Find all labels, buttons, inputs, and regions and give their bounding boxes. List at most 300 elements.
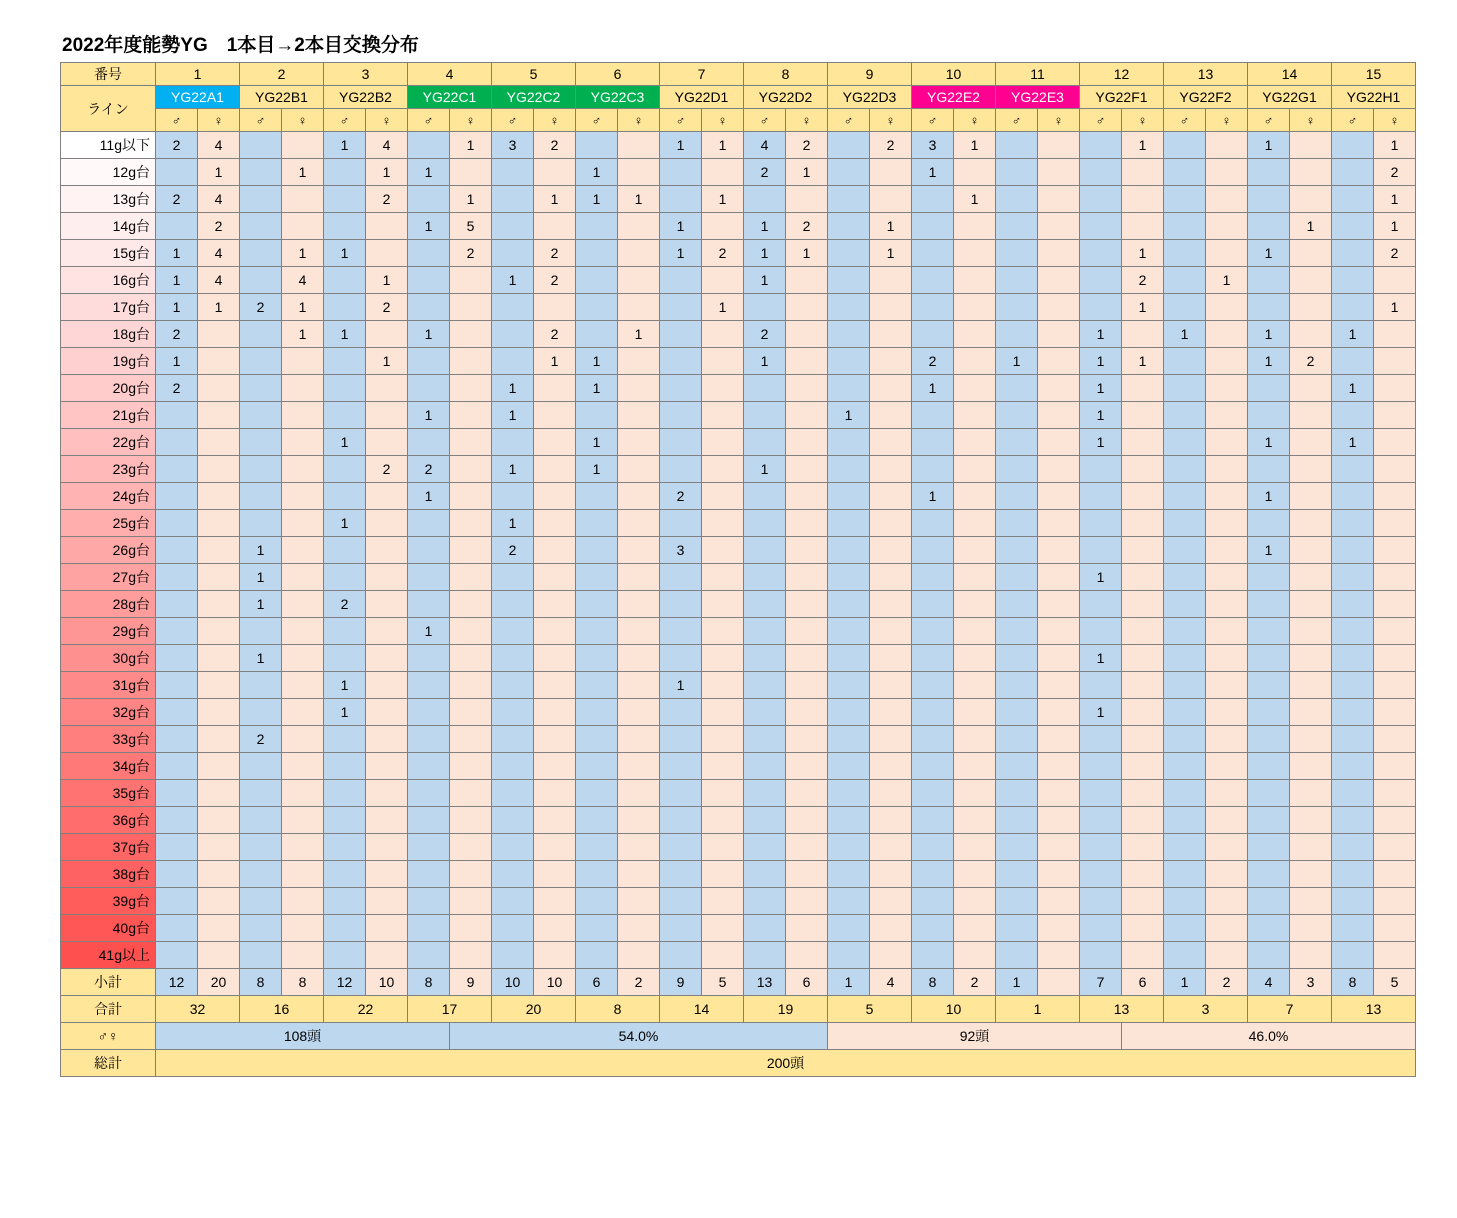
data-cell <box>744 942 786 969</box>
data-cell <box>744 645 786 672</box>
data-cell: 1 <box>576 456 618 483</box>
data-cell <box>366 915 408 942</box>
data-cell <box>282 834 324 861</box>
data-cell <box>912 834 954 861</box>
data-cell: 1 <box>1374 294 1416 321</box>
data-cell <box>660 321 702 348</box>
data-cell <box>660 402 702 429</box>
data-cell <box>1206 375 1248 402</box>
data-cell <box>408 132 450 159</box>
data-cell <box>660 591 702 618</box>
data-cell <box>450 645 492 672</box>
data-cell <box>1164 942 1206 969</box>
data-cell <box>1164 726 1206 753</box>
data-cell <box>366 726 408 753</box>
data-cell <box>492 834 534 861</box>
data-cell <box>450 456 492 483</box>
data-cell <box>240 753 282 780</box>
data-cell <box>1038 132 1080 159</box>
data-cell <box>1248 888 1290 915</box>
data-cell: 2 <box>156 321 198 348</box>
data-cell <box>1206 834 1248 861</box>
data-cell <box>324 618 366 645</box>
data-cell <box>324 645 366 672</box>
subtotal-cell: 2 <box>618 969 660 996</box>
data-cell <box>786 456 828 483</box>
data-cell: 1 <box>324 429 366 456</box>
line-name: YG22E2 <box>912 86 996 109</box>
number-label: 番号 <box>61 63 156 86</box>
data-cell: 1 <box>576 159 618 186</box>
data-cell <box>702 753 744 780</box>
data-cell <box>660 942 702 969</box>
data-cell <box>618 537 660 564</box>
male-count: 108頭 <box>156 1023 450 1050</box>
data-cell <box>1374 591 1416 618</box>
data-cell <box>744 402 786 429</box>
data-cell: 1 <box>240 591 282 618</box>
female-symbol: ♀ <box>1290 109 1332 132</box>
data-cell: 1 <box>1080 699 1122 726</box>
male-symbol: ♂ <box>1080 109 1122 132</box>
data-cell <box>1164 510 1206 537</box>
data-cell <box>618 780 660 807</box>
weight-class-label: 23g台 <box>61 456 156 483</box>
data-cell <box>1248 375 1290 402</box>
data-cell <box>1164 483 1206 510</box>
data-cell <box>534 537 576 564</box>
data-cell <box>198 834 240 861</box>
data-cell <box>1122 429 1164 456</box>
data-cell <box>408 807 450 834</box>
data-cell <box>408 564 450 591</box>
data-cell: 1 <box>1374 132 1416 159</box>
weight-class-label: 12g台 <box>61 159 156 186</box>
data-cell <box>450 564 492 591</box>
data-cell: 1 <box>744 348 786 375</box>
data-cell <box>996 564 1038 591</box>
weight-class-label: 22g台 <box>61 429 156 456</box>
data-cell: 1 <box>240 564 282 591</box>
data-cell <box>324 537 366 564</box>
data-cell <box>1164 375 1206 402</box>
data-cell <box>1374 888 1416 915</box>
data-cell: 1 <box>198 294 240 321</box>
data-cell <box>1374 348 1416 375</box>
data-cell <box>1122 159 1164 186</box>
subtotal-cell: 1 <box>996 969 1038 996</box>
data-cell <box>534 807 576 834</box>
data-cell <box>324 294 366 321</box>
data-cell <box>912 240 954 267</box>
data-cell: 1 <box>1332 321 1374 348</box>
data-cell <box>198 348 240 375</box>
data-cell <box>996 402 1038 429</box>
data-cell <box>618 915 660 942</box>
column-number: 10 <box>912 63 996 86</box>
data-cell <box>240 618 282 645</box>
data-cell <box>996 672 1038 699</box>
data-cell <box>1038 537 1080 564</box>
column-number: 13 <box>1164 63 1248 86</box>
data-cell <box>366 834 408 861</box>
data-cell <box>1374 753 1416 780</box>
data-cell: 1 <box>492 402 534 429</box>
weight-class-label: 20g台 <box>61 375 156 402</box>
data-cell: 1 <box>870 240 912 267</box>
female-symbol: ♀ <box>954 109 996 132</box>
data-cell <box>660 861 702 888</box>
female-symbol: ♀ <box>618 109 660 132</box>
data-cell <box>996 699 1038 726</box>
data-cell <box>198 591 240 618</box>
data-cell: 2 <box>534 267 576 294</box>
data-cell: 1 <box>282 294 324 321</box>
line-name: YG22F1 <box>1080 86 1164 109</box>
data-cell <box>1332 807 1374 834</box>
data-cell: 1 <box>702 132 744 159</box>
total-cell: 3 <box>1164 996 1248 1023</box>
subtotal-cell: 3 <box>1290 969 1332 996</box>
table-row <box>61 753 1416 780</box>
data-cell <box>1206 429 1248 456</box>
data-cell: 1 <box>912 375 954 402</box>
subtotal-cell: 8 <box>408 969 450 996</box>
data-cell <box>618 699 660 726</box>
data-cell <box>366 375 408 402</box>
data-cell: 1 <box>324 699 366 726</box>
data-cell <box>282 591 324 618</box>
data-cell <box>450 699 492 726</box>
data-cell <box>240 861 282 888</box>
data-cell <box>198 537 240 564</box>
data-cell <box>366 213 408 240</box>
grand-total-label: 総計 <box>61 1050 156 1077</box>
data-cell: 1 <box>366 267 408 294</box>
data-cell <box>912 591 954 618</box>
data-cell: 1 <box>912 159 954 186</box>
data-cell <box>492 294 534 321</box>
weight-class-label: 27g台 <box>61 564 156 591</box>
data-cell: 1 <box>534 186 576 213</box>
data-cell: 1 <box>1248 132 1290 159</box>
table-row <box>61 375 1416 402</box>
data-cell <box>1206 348 1248 375</box>
data-cell <box>450 429 492 456</box>
weight-class-label: 32g台 <box>61 699 156 726</box>
data-cell <box>1248 402 1290 429</box>
data-cell <box>240 780 282 807</box>
data-cell <box>1206 240 1248 267</box>
data-cell <box>828 213 870 240</box>
male-symbol: ♂ <box>408 109 450 132</box>
female-symbol: ♀ <box>870 109 912 132</box>
data-cell <box>870 402 912 429</box>
data-cell <box>492 240 534 267</box>
data-cell <box>1164 645 1206 672</box>
data-cell <box>1164 186 1206 213</box>
data-cell <box>1080 267 1122 294</box>
data-cell <box>1206 564 1248 591</box>
column-number: 9 <box>828 63 912 86</box>
total-cell: 16 <box>240 996 324 1023</box>
data-cell <box>660 753 702 780</box>
data-cell <box>618 618 660 645</box>
data-cell: 1 <box>1122 240 1164 267</box>
data-cell <box>828 834 870 861</box>
data-cell <box>828 915 870 942</box>
total-cell: 19 <box>744 996 828 1023</box>
data-cell <box>534 888 576 915</box>
data-cell <box>324 861 366 888</box>
data-cell <box>702 213 744 240</box>
data-cell <box>492 699 534 726</box>
table-row <box>61 429 1416 456</box>
data-cell <box>450 834 492 861</box>
data-cell <box>786 510 828 537</box>
data-cell <box>534 213 576 240</box>
data-cell: 1 <box>1374 213 1416 240</box>
data-cell <box>1122 645 1164 672</box>
female-symbol: ♀ <box>1122 109 1164 132</box>
data-cell <box>408 645 450 672</box>
data-cell <box>534 294 576 321</box>
data-cell <box>996 483 1038 510</box>
data-cell: 1 <box>156 267 198 294</box>
data-cell: 2 <box>534 132 576 159</box>
data-cell <box>870 564 912 591</box>
data-cell <box>870 537 912 564</box>
data-cell <box>450 348 492 375</box>
data-cell <box>1164 672 1206 699</box>
data-cell <box>996 753 1038 780</box>
subtotal-cell: 10 <box>366 969 408 996</box>
data-cell <box>1038 456 1080 483</box>
data-cell <box>912 618 954 645</box>
data-cell <box>786 861 828 888</box>
data-cell <box>366 564 408 591</box>
data-cell <box>702 510 744 537</box>
data-cell <box>1164 240 1206 267</box>
total-cell: 22 <box>324 996 408 1023</box>
data-cell <box>996 726 1038 753</box>
data-cell <box>660 159 702 186</box>
data-cell <box>1248 294 1290 321</box>
data-cell <box>1374 510 1416 537</box>
data-cell <box>240 213 282 240</box>
data-cell <box>1374 402 1416 429</box>
data-cell <box>1206 780 1248 807</box>
page-title: 2022年度能勢YG 1本目→2本目交換分布 <box>62 35 419 56</box>
data-cell <box>156 672 198 699</box>
data-cell <box>576 618 618 645</box>
data-cell <box>156 834 198 861</box>
data-cell <box>912 672 954 699</box>
data-cell <box>576 672 618 699</box>
data-cell <box>1038 159 1080 186</box>
data-cell <box>1080 132 1122 159</box>
table-row <box>61 402 1416 429</box>
data-cell <box>534 645 576 672</box>
data-cell <box>618 456 660 483</box>
data-cell: 2 <box>786 132 828 159</box>
data-cell <box>198 456 240 483</box>
data-cell <box>1080 240 1122 267</box>
data-cell: 2 <box>156 375 198 402</box>
data-cell <box>870 429 912 456</box>
data-cell <box>954 672 996 699</box>
data-cell <box>786 321 828 348</box>
data-cell: 1 <box>366 348 408 375</box>
male-symbol: ♂ <box>744 109 786 132</box>
weight-class-label: 37g台 <box>61 834 156 861</box>
data-cell <box>1164 618 1206 645</box>
data-cell <box>492 726 534 753</box>
data-cell <box>1374 429 1416 456</box>
data-cell <box>912 537 954 564</box>
data-cell <box>1080 780 1122 807</box>
data-cell <box>576 942 618 969</box>
data-cell <box>786 780 828 807</box>
subtotal-cell: 7 <box>1080 969 1122 996</box>
data-cell <box>534 915 576 942</box>
data-cell <box>156 753 198 780</box>
data-cell <box>156 159 198 186</box>
data-cell <box>1248 510 1290 537</box>
data-cell <box>870 834 912 861</box>
data-cell: 2 <box>1122 267 1164 294</box>
data-cell <box>408 834 450 861</box>
data-cell <box>198 699 240 726</box>
data-cell: 1 <box>156 294 198 321</box>
data-cell <box>744 537 786 564</box>
data-cell <box>282 402 324 429</box>
female-count: 92頭 <box>828 1023 1122 1050</box>
data-cell <box>1248 807 1290 834</box>
data-cell <box>870 753 912 780</box>
data-cell <box>576 483 618 510</box>
distribution-table <box>60 62 1416 1077</box>
data-cell <box>1374 537 1416 564</box>
data-cell <box>912 267 954 294</box>
data-cell: 1 <box>534 348 576 375</box>
data-cell <box>1038 186 1080 213</box>
data-cell <box>618 429 660 456</box>
line-name: YG22C3 <box>576 86 660 109</box>
data-cell <box>198 510 240 537</box>
data-cell <box>324 564 366 591</box>
data-cell: 4 <box>198 132 240 159</box>
data-cell <box>576 294 618 321</box>
data-cell <box>1332 186 1374 213</box>
data-cell: 4 <box>198 267 240 294</box>
data-cell <box>1248 915 1290 942</box>
data-cell <box>828 375 870 402</box>
data-cell: 1 <box>408 213 450 240</box>
data-cell <box>240 888 282 915</box>
data-cell <box>324 942 366 969</box>
data-cell <box>1164 402 1206 429</box>
data-cell: 1 <box>786 240 828 267</box>
data-cell <box>828 807 870 834</box>
data-cell <box>828 456 870 483</box>
subtotal-cell: 8 <box>1332 969 1374 996</box>
data-cell <box>1038 213 1080 240</box>
line-name: YG22D3 <box>828 86 912 109</box>
data-cell <box>366 483 408 510</box>
data-cell <box>828 618 870 645</box>
data-cell <box>828 888 870 915</box>
data-cell <box>366 537 408 564</box>
data-cell <box>912 186 954 213</box>
data-cell <box>408 942 450 969</box>
data-cell <box>1206 915 1248 942</box>
data-cell <box>1122 591 1164 618</box>
data-cell <box>408 294 450 321</box>
total-cell: 20 <box>492 996 576 1023</box>
data-cell <box>1248 267 1290 294</box>
table-row <box>61 294 1416 321</box>
data-cell <box>870 699 912 726</box>
data-cell <box>954 726 996 753</box>
data-cell <box>954 753 996 780</box>
data-cell <box>870 726 912 753</box>
data-cell <box>450 780 492 807</box>
data-cell <box>1038 645 1080 672</box>
weight-class-label: 36g台 <box>61 807 156 834</box>
data-cell <box>744 888 786 915</box>
data-cell <box>324 780 366 807</box>
data-cell <box>576 726 618 753</box>
data-cell <box>744 807 786 834</box>
data-cell: 2 <box>702 240 744 267</box>
data-cell: 1 <box>786 159 828 186</box>
data-cell <box>450 375 492 402</box>
data-cell <box>240 186 282 213</box>
data-cell: 1 <box>744 213 786 240</box>
line-header-row <box>61 86 1416 109</box>
table-row <box>61 591 1416 618</box>
data-cell <box>618 375 660 402</box>
data-cell <box>534 159 576 186</box>
data-cell <box>1290 753 1332 780</box>
data-cell <box>786 618 828 645</box>
data-cell <box>282 726 324 753</box>
data-cell <box>282 888 324 915</box>
line-name: YG22B1 <box>240 86 324 109</box>
data-cell <box>1038 780 1080 807</box>
data-cell <box>1332 672 1374 699</box>
data-cell <box>1290 699 1332 726</box>
data-cell: 1 <box>1248 429 1290 456</box>
table-row <box>61 834 1416 861</box>
sex-header-row <box>61 109 1416 132</box>
data-cell <box>1248 591 1290 618</box>
data-cell <box>1290 132 1332 159</box>
data-cell <box>786 537 828 564</box>
data-cell <box>492 672 534 699</box>
data-cell: 1 <box>492 267 534 294</box>
data-cell <box>1206 294 1248 321</box>
data-cell <box>282 537 324 564</box>
data-cell <box>450 402 492 429</box>
table-row <box>61 240 1416 267</box>
data-cell: 1 <box>1080 321 1122 348</box>
column-number: 12 <box>1080 63 1164 86</box>
table-row <box>61 699 1416 726</box>
data-cell: 2 <box>1290 348 1332 375</box>
data-cell <box>912 753 954 780</box>
